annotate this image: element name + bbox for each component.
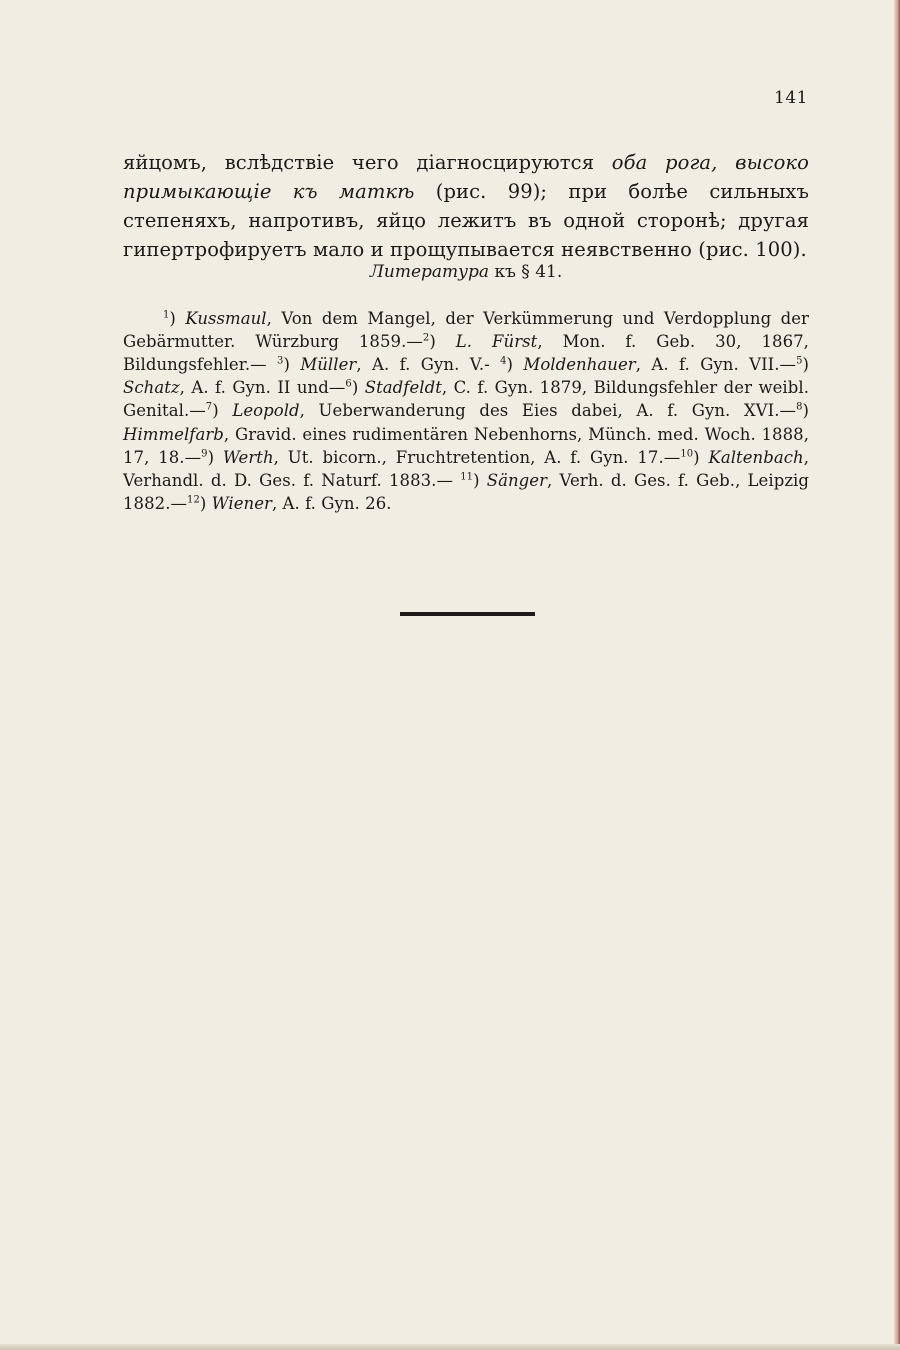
page-number: 141: [774, 88, 808, 108]
reference-item: $^1$) Kussmaul, Von dem Mangel, der Verkümmerung und Verdopplung der Gebärmutter. Würzburg 1859.—: [123, 308, 809, 351]
reference-item: $^6$) Stadfeldt, C. f. Gyn. 1879, Bildungsfehler der weibl. Genital.—: [123, 378, 809, 421]
reference-item: $^9$) Werth, Ut. bicorn., Fruchtretention, A. f. Gyn. 17.—: [201, 447, 681, 467]
reference-item: $^3$) Müller, A. f. Gyn. V.-: [277, 354, 490, 374]
literature-heading-italic: Литература: [369, 262, 490, 282]
reference-item: $^8$) Himmelfarb, Gravid. eines rudimentären Nebenhorns, Münch. med. Woch. 1888, 17, 18.—: [123, 401, 809, 467]
reference-item: $^{11}$) Sänger, Verh. d. Ges. f. Geb., Leipzig 1882.—: [123, 470, 809, 514]
reference-item: $^2$) L. Fürst, Mon. f. Geb. 30, 1867, Bildungsfehler.—: [123, 331, 809, 374]
reference-item: $^{10}$) Kaltenbach, Verhandl. d. D. Ges. f. Naturf. 1883.—: [123, 447, 809, 490]
reference-item: $^7$) Leopold, Ueberwanderung des Eies dabei, A. f. Gyn. XVI.—: [205, 401, 797, 421]
reference-item: $^{12}$) Wiener, A. f. Gyn. 26.: [187, 494, 392, 514]
body-paragraph: [123, 148, 809, 264]
reference-item: $^5$) Schatz, A. f. Gyn. II und—: [123, 354, 809, 398]
page-edge: [894, 0, 900, 1350]
body-text-emphasis: оба рога, высоко примыкающіе къ маткѣ: [123, 150, 809, 203]
page-bottom-edge: [0, 1344, 900, 1350]
literature-heading-rest: къ § 41.: [489, 262, 563, 282]
references-list: [123, 307, 809, 516]
literature-heading: [123, 262, 809, 282]
body-text-part-2: (рис. 99); при болѣе сильныхъ степеняхъ, напротивъ, яйцо лежитъ въ одной сторонѣ; другая гипертрофируетъ мало и прощупывается неявственно (рис. 100).: [123, 179, 809, 261]
body-text-part-1: яйцомъ, вслѣдствіе чего діагносцируются: [123, 150, 612, 174]
end-rule: [400, 612, 535, 616]
reference-item: $^4$) Moldenhauer, A. f. Gyn. VII.—: [500, 354, 797, 374]
